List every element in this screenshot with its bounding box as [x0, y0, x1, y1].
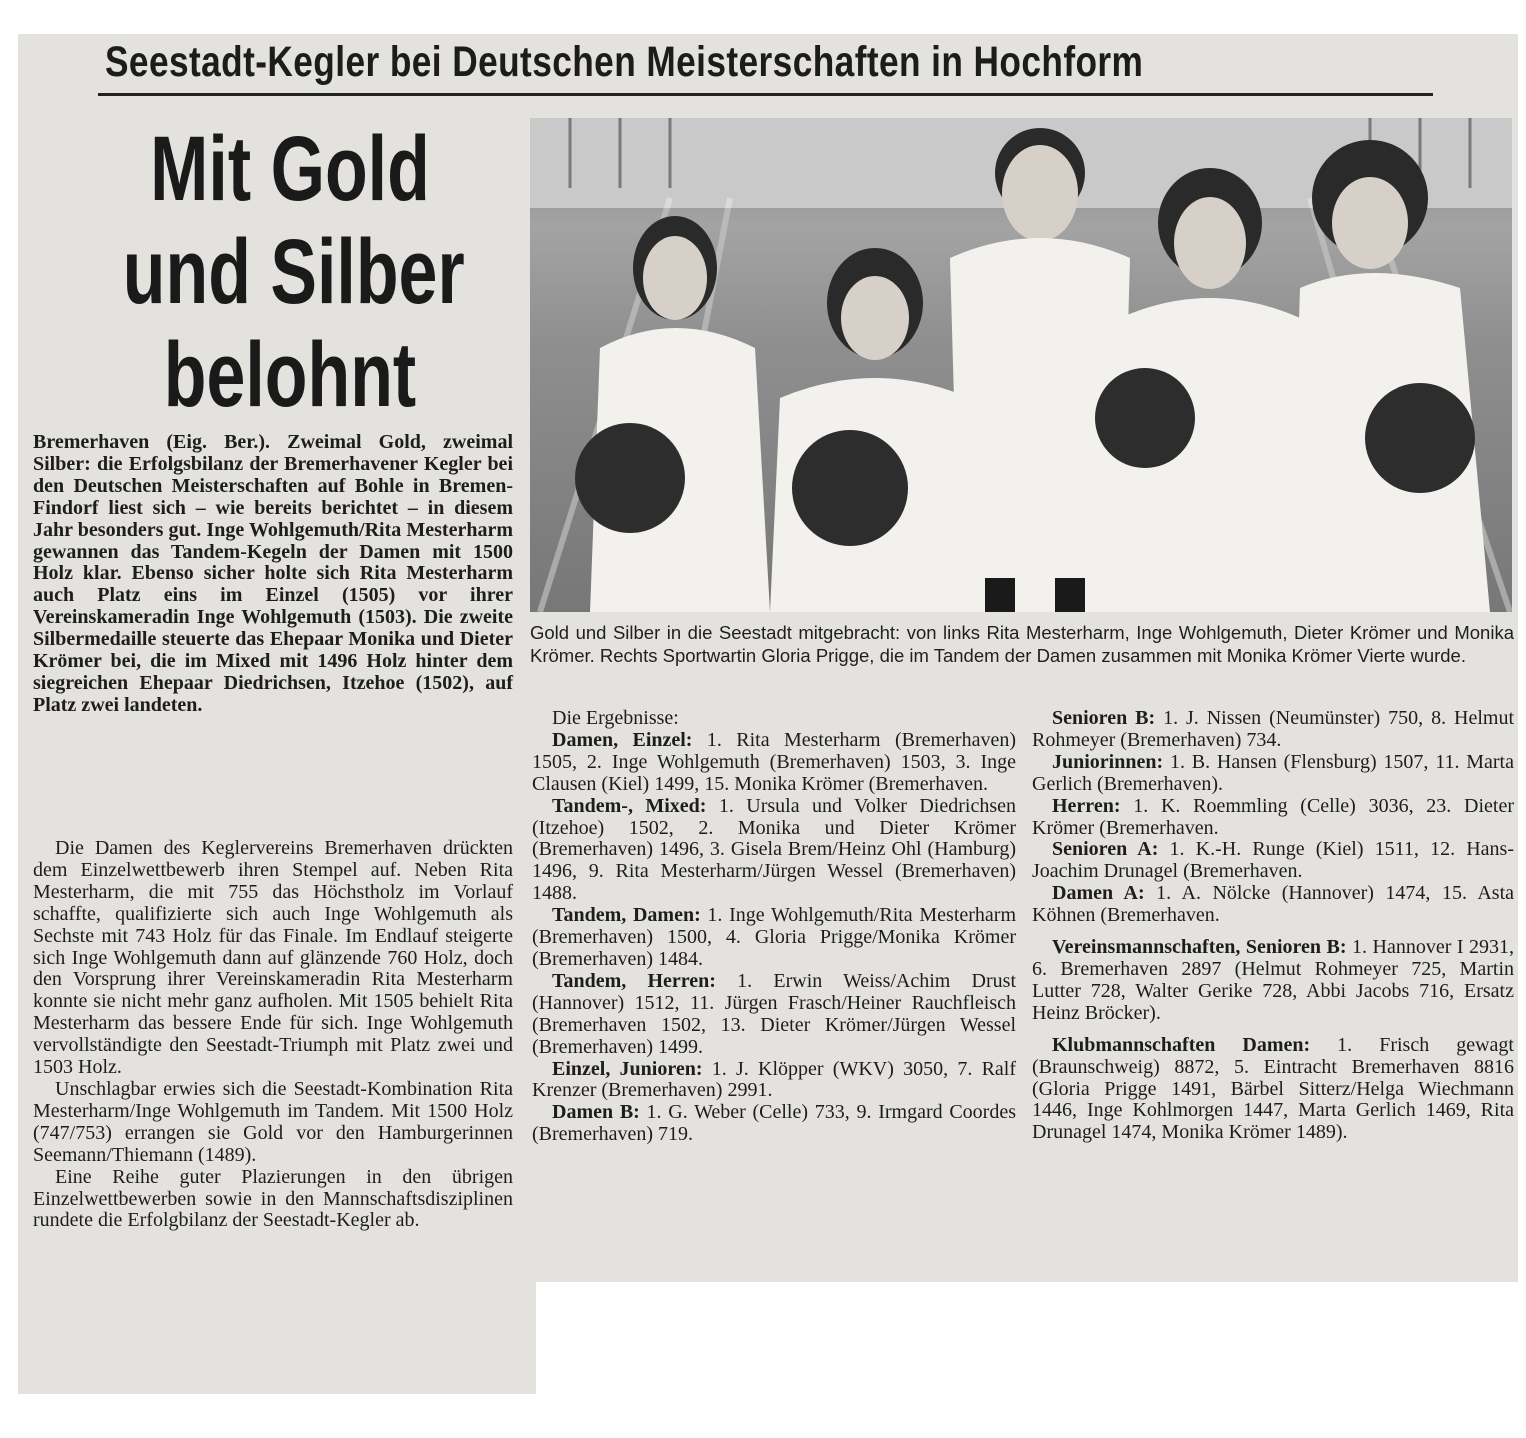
result-label: Vereinsmannschaften, Senioren B: [1052, 936, 1347, 959]
result-label: Tandem, Herren: [552, 969, 716, 992]
result-text: 1. G. Weber (Celle) 733, 9. Irmgard Coordes (Bremerhaven) 719. [532, 1101, 1016, 1146]
result-label: Tandem-, Mixed: [552, 794, 707, 817]
result-text: 1. Rita Mesterharm (Bremerhaven) 1505, 2. Inge Wohlgemuth (Bremerhaven) 1503, 3. Inge Clausen (Kiel) 1499, 15. Monika Krömer (Bremerhaven. [532, 728, 1017, 795]
body-paragraph: Die Damen des Keglervereins Bremerhaven drückten dem Einzelwettbewerb ihren Stempel auf. Neben Rita Mesterharm, die mit 755 das Höchstholz im Vorlauf schaffte, qualifizierte sich auch Inge Wohlgemuth als Sechste mit 743 Holz für das Finale. Im Endlauf steigerte sich Inge Wohlgemuth dann auf glänzende 760 Holz, doch den Vorsprung ihrer Vereinskameradin Rita Mesterharm konnte sie nicht mehr ganz aufholen. Mit 1505 behielt Rita Mesterharm das bessere Ende für sich. Inge Wohlgemuth vervollständigte den Seestadt-Triumph mit Platz zwei und 1503 Holz. [33, 837, 513, 1079]
results-column-1 [532, 708, 1016, 1146]
team-photo [530, 118, 1512, 612]
result-text: 1. Ursula und Volker Diedrichsen (Itzehoe) 1502, 2. Monika und Dieter Krömer (Bremerhaven) 1496, 3. Gisela Brem/Heinz Ohl (Hamburg) 1496, 9. Rita Mesterharm/Jürgen Wessel (Bremerhaven) 1488. [532, 794, 1016, 905]
result-entry [532, 730, 1016, 796]
result-entry [532, 971, 1016, 1059]
newspaper-clipping-tail [18, 1282, 536, 1394]
results-heading: Die Ergebnisse: [552, 707, 679, 729]
article-title-line: und Silber [122, 221, 465, 323]
result-entry [1032, 796, 1514, 840]
result-label: Herren: [1052, 794, 1121, 817]
lead-text: Bremerhaven (Eig. Ber.). Zweimal Gold, zweimal Silber: die Erfolgsbilanz der Bremerhavener Kegler bei den Deutschen Meisterschaften auf Bohle in Bremen-Findorf liest sich – wie bereits berichtet – in diesem Jahr besonders gut. Inge Wohlgemuth/Rita Mesterharm gewannen das Tandem-Kegeln der Damen mit 1500 Holz klar. Ebenso sicher holte sich Rita Mesterharm auch Platz eins im Einzel (1505) vor ihrer Vereinskameradin Inge Wohlgemuth (1503). Die zweite Silbermedaille steuerte das Ehepaar Monika und Dieter Krömer bei, die im Mixed mit 1496 Holz hinter dem siegreichen Ehepaar Diedrichsen, Itzehoe (1502), auf Platz zwei landeten. [33, 431, 513, 716]
result-text: 1. J. Nissen (Neumünster) 750, 8. Helmut Rohmeyer (Bremerhaven) 734. [1032, 707, 1514, 751]
result-entry [1032, 839, 1514, 883]
article-headline: Seestadt-Kegler bei Deutschen Meisterschaften in Hochform [105, 38, 1144, 86]
result-label: Senioren A: [1052, 838, 1159, 861]
result-label: Einzel, Junioren: [552, 1057, 703, 1080]
photo-caption: Gold und Silber in die Seestadt mitgebracht: von links Rita Mesterharm, Inge Wohlgemuth, Dieter Krömer und Monika Krömer. Rechts Sportwartin Gloria Prigge, die im Tandem der Damen zusammen mit Monika Krömer Vierte wurde. [530, 622, 1514, 666]
result-label: Tandem, Damen: [552, 904, 701, 927]
results-column-2 [1032, 708, 1514, 1144]
team-photo-illustration [530, 118, 1512, 612]
result-entry [532, 1102, 1016, 1146]
result-text: 1. Hannover I 2931, 6. Bremerhaven 2897 (Helmut Rohmeyer 725, Martin Lutter 728, Walter Gerike 728, Abbi Jacobs 716, Ersatz Heinz Bröcker). [1032, 936, 1514, 1024]
result-entry [1032, 708, 1514, 752]
result-text: 1. Erwin Weiss/Achim Drust (Hannover) 1512, 11. Jürgen Frasch/Heiner Rauchfleisch (Bremerhaven 1502, 13. Dieter Krömer/Jürgen Wessel (Bremerhaven) 1499. [532, 969, 1016, 1058]
article-title-line: belohnt [163, 324, 417, 426]
result-text: 1. J. Klöpper (WKV) 3050, 7. Ralf Krenzer (Bremerhaven) 2991. [532, 1057, 1016, 1102]
body-paragraph: Unschlagbar erwies sich die Seestadt-Kombination Rita Mesterharm/Inge Wohlgemuth im Tandem. Mit 1500 Holz (747/753) errangen sie Gold vor den Hamburgerinnen Seemann/Thiemann (1489). [33, 1077, 513, 1166]
article-title [70, 118, 510, 427]
lead-paragraph [33, 432, 513, 717]
result-entry [532, 1059, 1016, 1103]
result-entry [1032, 883, 1514, 927]
result-text: 1. K.-H. Runge (Kiel) 1511, 12. Hans-Joachim Drunagel (Bremerhaven. [1032, 838, 1514, 883]
result-text: 1. A. Nölcke (Hannover) 1474, 15. Asta Köhnen (Bremerhaven. [1032, 882, 1515, 927]
result-entry [532, 905, 1016, 971]
result-text: 1. B. Hansen (Flensburg) 1507, 11. Marta Gerlich (Bremerhaven). [1032, 750, 1514, 795]
result-label: Juniorinnen: [1052, 750, 1164, 773]
result-label: Damen A: [1052, 882, 1145, 905]
headline-rule [98, 93, 1433, 96]
result-label: Klubmannschaften Damen: [1052, 1033, 1311, 1056]
result-label: Damen B: [552, 1101, 640, 1124]
article-title-line: Mit Gold [150, 118, 430, 220]
result-text: 1. K. Roemmling (Celle) 3036, 23. Dieter Krömer (Bremerhaven. [1032, 794, 1514, 839]
result-entry [1032, 752, 1514, 796]
article-body [33, 838, 513, 1232]
result-entry [1032, 1035, 1514, 1145]
result-label: Senioren B: [1052, 707, 1156, 729]
result-label: Damen, Einzel: [552, 728, 693, 751]
body-paragraph: Eine Reihe guter Plazierungen in den übrigen Einzelwettbewerben sowie in den Mannschaftsdisziplinen rundete die Erfolgbilanz der Seestadt-Kegler ab. [33, 1165, 513, 1232]
result-text: 1. Frisch gewagt (Braunschweig) 8872, 5. Eintracht Bremerhaven 8816 (Gloria Prigge 1491, Bärbel Sitterz/Helga Wiechmann 1446, Inge Kohlmorgen 1447, Marta Gerlich 1469, Rita Drunagel 1474, Monika Krömer 1489). [1032, 1033, 1514, 1144]
result-entry [1032, 937, 1514, 1025]
result-entry [532, 796, 1016, 906]
result-text: 1. Inge Wohlgemuth/Rita Mesterharm (Bremerhaven) 1500, 4. Gloria Prigge/Monika Krömer (Bremerhaven) 1484. [532, 904, 1017, 970]
